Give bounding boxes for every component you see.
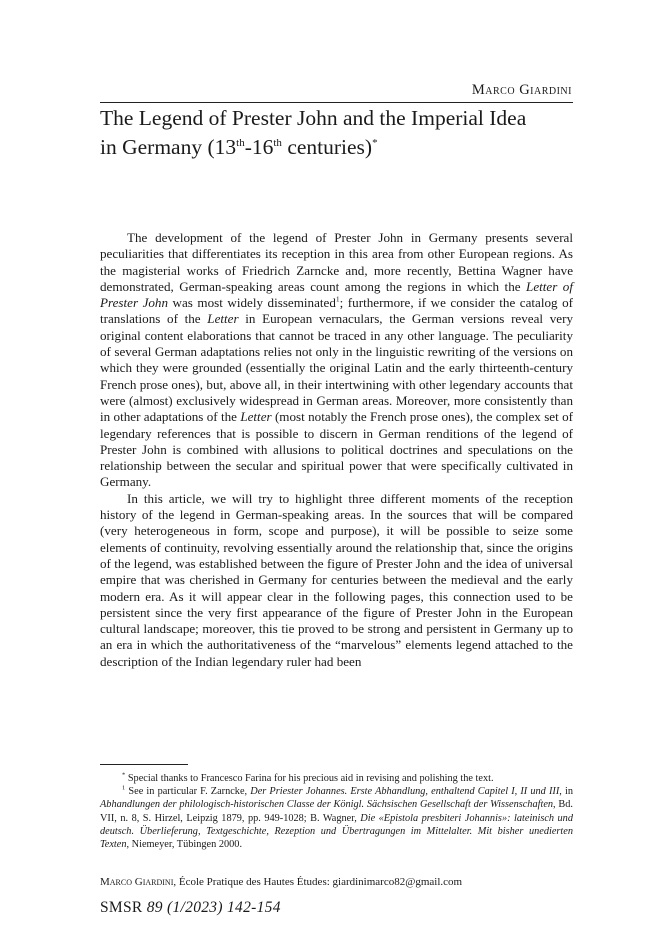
body-paragraph-2: In this article, we will try to highlight three different moments of the reception history of the legend in German-speaking areas. In the sources that will be compared (very heterogeneous in form, scope and purpose), it will be possible to seize some elements of continuity, revolving essentially around the relationship that, since the origins of the legend, was established between the figure of Prester John and the idea of universal empire that was cherished in Germany for centuries between the medieval and the early modern era. As it will appear clear in the following pages, this connection used to be persistent since the very first appearance of the figure of Prester John in the European cultural landscape; moreover, this tie proved to be strong and persistent in Germany up to an era in which the authoritativeness of the “marvelous” elements legend attached to the description of the Indian legendary ruler had been bbox=[100, 490, 573, 669]
title-line-1: The Legend of Prester John and the Imperial Idea bbox=[100, 106, 527, 130]
body-paragraph-1: The development of the legend of Prester John in Germany presents several peculiarities that differentiates its reception in this area from other European regions. As the magisterial works of Friedrich Zarncke and, more recently, Bettina Wagner have demonstrated, German-speaking areas count among the regions in which the Letter of Prester John was most widely disseminated$^1$; furthermore, if we consider the catalog of translations of the Letter in European vernaculars, the German versions reveal very original content elaborations that cannot be traced in any other language. The peculiarity of several German adaptations relies not only in the linguistic rewriting of the versions on which they were grounded (essentially the original Latin and the early thirteenth-century French prose ones), but, above all, in their intertwining with other legendary accounts that were (almost) exclusively widespread in German areas. Moreover, more consistently than in other adaptations of the Letter (most notably the French prose ones), the complex set of legendary references that is possible to discern in German renditions of the legend of Prester John is combined with allusions to political doctrines and speculations on the relationship between the secular and spiritual power that were specifically cultivated in Germany. bbox=[100, 230, 573, 490]
running-header-author: Marco Giardini bbox=[471, 82, 572, 98]
title-line-2-prefix: in Germany (13 bbox=[100, 135, 237, 160]
title-footnote-star: * bbox=[372, 137, 378, 149]
article-body bbox=[100, 230, 573, 670]
title-line-2-suffix: centuries) bbox=[281, 135, 373, 160]
journal-issue: 89 (1/2023) 142-154 bbox=[146, 899, 281, 916]
footnote-star: * Special thanks to Francesco Farina for his precious aid in revising and polishing the text. bbox=[122, 771, 494, 784]
author-affiliation bbox=[100, 876, 462, 888]
footnote-ref-1[interactable]: 1 bbox=[335, 294, 340, 304]
article-title bbox=[100, 106, 580, 160]
affiliation-details: , École Pratique des Hautes Études: giardinimarco82@gmail.com bbox=[173, 876, 463, 888]
title-sup-2: th bbox=[273, 137, 282, 149]
header-rule bbox=[100, 102, 573, 103]
journal-name: SMSR bbox=[100, 899, 147, 916]
journal-citation bbox=[100, 899, 281, 917]
title-mid: -16 bbox=[244, 135, 274, 160]
footnotes bbox=[100, 772, 573, 851]
footnote-rule bbox=[100, 764, 188, 765]
title-sup-1: th bbox=[236, 137, 245, 149]
footnote-1: $^1$ See in particular F. Zarncke, Der Priester Johannes. Erste Abhandlung, enthaltend Capitel I, II und III, in Abhandlungen der philologisch-historischen Classe der Königl. Sächsischen Gesellschaft der Wissenschaften, Bd. VII, n. 8, S. Hirzel, Leipzig 1879, pp. 949-1028; B. Wagner, Die «Epistola presbiteri Johannis»: lateinisch und deutsch. Überlieferung, Textgeschichte, Rezeption und Übertragungen im Mittelalter. Mit bisher unedierten Texten, Niemeyer, Tübingen 2000. bbox=[100, 784, 573, 851]
affiliation-name: Marco Giardini bbox=[100, 876, 174, 888]
